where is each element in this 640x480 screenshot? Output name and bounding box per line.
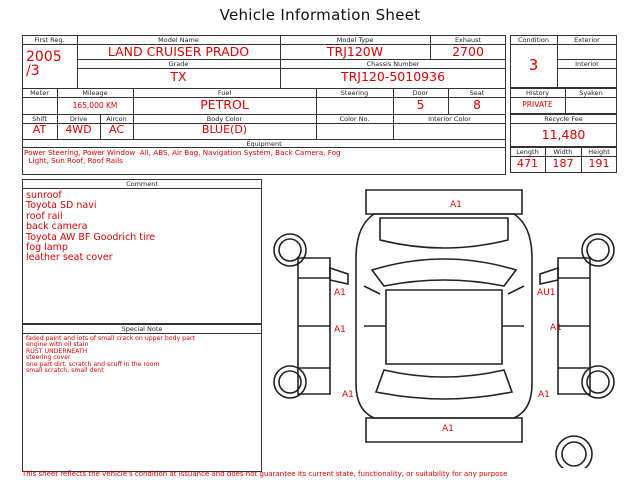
fuel-label: Fuel <box>217 89 232 97</box>
disclaimer-footer: This sheet reflects the vehicle's condition at issuance and does not guarantee its current state, functionality, or suitability for any purpose <box>22 470 508 478</box>
damage-mark-rear-left: A1 <box>342 390 354 400</box>
model-name-label: Model Name <box>158 36 199 44</box>
height-value: 191 <box>588 157 610 170</box>
aircon-value: AC <box>108 123 124 136</box>
comment-line: sunroof <box>26 190 62 201</box>
comment-line: Toyota AW BF Goodrich tire <box>26 231 156 243</box>
mileage-label: Mileage <box>82 89 108 97</box>
front-bumper <box>366 190 522 214</box>
damage-mark-rear-right: A1 <box>538 390 550 400</box>
exhaust-value: 2700 <box>452 44 484 59</box>
special-note-list <box>26 336 258 374</box>
door-label: Door <box>412 89 429 97</box>
history-label: History <box>525 89 550 97</box>
damage-mark-front: A1 <box>450 200 462 210</box>
shift-value: AT <box>32 123 47 136</box>
special-note-line: steering cover <box>26 354 71 362</box>
door-value: 5 <box>416 97 425 112</box>
chassis-number-label: Chassis Number <box>366 60 420 68</box>
damage-mark-left-front: A1 <box>334 288 346 298</box>
fuel-value: PETROL <box>200 97 249 112</box>
model-type-label: Model Type <box>336 36 374 44</box>
special-note-line: RUST UNDERNEATH <box>26 347 88 355</box>
car-body-outline <box>356 214 532 418</box>
divider <box>510 123 617 124</box>
model-name-value: LAND CRUISER PRADO <box>107 44 250 59</box>
comment-label: Comment <box>126 180 158 188</box>
comment-list <box>26 191 258 264</box>
right-mirror <box>540 268 558 284</box>
interior-color-label: Interior Color <box>428 115 471 123</box>
equipment-value: Power Steering, Power Window All, ABS, Air Bag, Navigation System, Back Camera, Fog Light, Sun Roof, Roof Rails <box>24 148 341 165</box>
length-value: 471 <box>517 157 538 170</box>
meter-label: Meter <box>30 89 49 97</box>
length-label: Length <box>516 148 539 156</box>
recycle-fee-label: Recycle Fee <box>544 115 583 123</box>
page-title: Vehicle Information Sheet <box>219 6 421 24</box>
divider <box>22 333 262 334</box>
damage-mark-left-rear: A1 <box>334 325 346 335</box>
comment-line: fog lamp <box>26 242 68 254</box>
condition-label: Condition <box>517 36 550 44</box>
left-mirror <box>330 268 348 284</box>
height-label: Height <box>588 148 610 156</box>
special-note-line: engine with oil stain <box>26 341 89 349</box>
history-value: PRIVATE <box>522 100 553 109</box>
model-type-value: TRJ120W <box>326 44 384 59</box>
damage-mark-rear: A1 <box>442 424 454 434</box>
exhaust-label: Exhaust <box>454 36 482 44</box>
damage-mark-right-front: AU1 <box>537 288 556 298</box>
drive-label: Drive <box>69 115 88 123</box>
steering-label: Steering <box>340 89 369 97</box>
damage-mark-right-rear: A1 <box>550 323 562 333</box>
mileage-value: 165,000 KM <box>72 101 118 110</box>
color-no-label: Color No. <box>339 115 370 123</box>
seat-label: Seat <box>469 89 485 97</box>
seat-value: 8 <box>473 97 481 112</box>
comment-line: Toyota SD navi <box>26 200 97 212</box>
special-note-line: small scratch, small dent <box>26 367 104 375</box>
body-color-value: BLUE(D) <box>201 123 248 136</box>
condition-value: 3 <box>528 56 539 74</box>
grade-label: Grade <box>168 60 189 68</box>
roof <box>386 290 502 364</box>
special-note-line: faded paint and lots of small crack on upper body part <box>26 335 195 342</box>
first-reg-label: First Reg. <box>34 36 65 44</box>
hood <box>380 218 508 248</box>
divider <box>510 44 617 45</box>
comment-line: roof rail <box>26 210 63 222</box>
comment-line: leather seat cover <box>26 252 113 264</box>
grade-value: TX <box>170 69 187 84</box>
equipment-label: Equipment <box>246 140 282 148</box>
interior-label: Interior <box>575 60 599 68</box>
special-note-line: one part dirt, scratch and scuff in the room <box>26 360 160 368</box>
syaken-label: Syaken <box>579 89 603 97</box>
divider <box>22 188 262 189</box>
body-color-label: Body Color <box>206 115 243 123</box>
recycle-fee-value: 11,480 <box>541 127 586 142</box>
divider <box>510 97 617 98</box>
rear-window <box>376 370 512 399</box>
drive-value: 4WD <box>65 123 92 136</box>
exterior-label: Exterior <box>574 36 600 44</box>
width-value: 187 <box>552 157 574 170</box>
first-reg-value: 2005 /3 <box>26 49 62 79</box>
shift-label: Shift <box>32 115 47 123</box>
windshield <box>372 259 516 286</box>
comment-line: back camera <box>26 221 88 233</box>
chassis-number-value: TRJ120-5010936 <box>340 69 446 84</box>
divider <box>557 68 617 69</box>
special-note-label: Special Note <box>121 325 163 333</box>
aircon-label: Aircon <box>106 115 127 123</box>
width-label: Width <box>553 148 573 156</box>
